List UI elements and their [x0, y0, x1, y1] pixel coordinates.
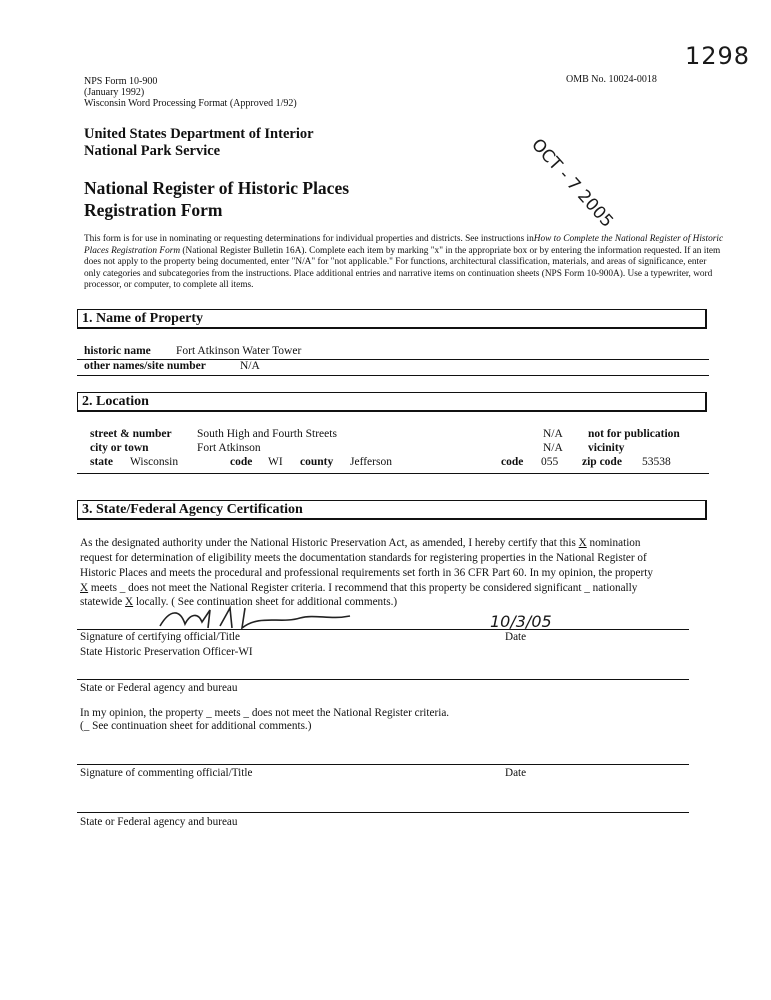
state-value: Wisconsin: [130, 456, 179, 468]
form-date: (January 1992): [84, 87, 145, 98]
form-title: National Register of Historic Places: [84, 178, 350, 198]
street-na: N/A: [543, 428, 563, 440]
agency-label: State or Federal agency and bureau: [80, 682, 238, 694]
other-names-value: N/A: [240, 360, 260, 372]
certification-line-4: X meets _ does not meet the National Register criteria. I recommend that this property be considered significant _ nationally: [80, 582, 638, 594]
certification-line-2: request for determination of eligibility meets the documentation standards for registering properties in the National Register of: [80, 552, 647, 564]
zip-label: zip code: [582, 456, 622, 468]
not-for-publication-label: not for publication: [588, 428, 680, 440]
commenting-signature-label: Signature of commenting official/Title: [80, 767, 253, 779]
form-instructions: This form is for use in nominating or requesting determinations for individual properties and districts. See instructions inHow to Complete the National Register of Historic Places Registration Form (National Register Bulletin 16A). Complete each item by marking "x" in the appropriate box or by entering the information requested. If an item does not apply to the property being documented, enter "N/A" for "not applicable." For functions, architectural classification, materials, and areas of significance, enter only categories and subcategories from the instructions. Place additional entries and narrative items on continuation sheets (NPS Form 10-900A). Use a typewriter, word processor, or computer, to complete all items.: [84, 234, 724, 291]
street-value: South High and Fourth Streets: [197, 428, 337, 440]
divider: [77, 473, 709, 474]
county-code-label: code: [501, 456, 524, 468]
historic-name-label: historic name: [84, 345, 151, 357]
form-subtitle: Registration Form: [84, 200, 223, 220]
zip-value: 53538: [642, 456, 671, 468]
section-1-header: 1. Name of Property: [77, 309, 707, 329]
section-2-header: 2. Location: [77, 392, 707, 412]
official-title: State Historic Preservation Officer-WI: [80, 646, 253, 658]
agency-line-2: [77, 812, 689, 813]
vicinity-label: vicinity: [588, 442, 625, 454]
opinion-line-1: In my opinion, the property _ meets _ does not meet the National Register criteria.: [80, 707, 450, 719]
certification-line-5: statewide X locally. ( See continuation sheet for additional comments.): [80, 596, 398, 608]
certification-line-1: As the designated authority under the National Historic Preservation Act, as amended, I hereby certify that this X nomination: [80, 537, 641, 549]
commenting-date-label: Date: [505, 767, 527, 779]
street-label: street & number: [90, 428, 172, 440]
handwritten-number: 1298: [685, 42, 751, 70]
city-na: N/A: [543, 442, 563, 454]
date-label: Date: [505, 631, 527, 643]
form-number: NPS Form 10-900: [84, 76, 158, 87]
state-code-value: WI: [268, 456, 283, 468]
agency-label-2: State or Federal agency and bureau: [80, 816, 238, 828]
opinion-line-2: (_ See continuation sheet for additional comments.): [80, 720, 312, 732]
omb-number: OMB No. 10024-0018: [566, 74, 657, 85]
signature-date-handwritten: 10/3/05: [490, 612, 552, 631]
city-value: Fort Atkinson: [197, 442, 261, 454]
agency-line: [77, 679, 689, 680]
signature-label: Signature of certifying official/Title: [80, 631, 241, 643]
county-value: Jefferson: [350, 456, 392, 468]
historic-name-value: Fort Atkinson Water Tower: [176, 345, 302, 357]
state-label: state: [90, 456, 113, 468]
state-code-label: code: [230, 456, 253, 468]
other-names-label: other names/site number: [84, 360, 206, 372]
signature-scribble: [150, 604, 360, 632]
city-label: city or town: [90, 442, 149, 454]
county-label: county: [300, 456, 334, 468]
divider: [77, 375, 709, 376]
commenting-signature-line: [77, 764, 689, 765]
received-date-stamp: OCT - 7 2005: [527, 135, 617, 232]
department-name: United States Department of Interior: [84, 126, 314, 142]
certification-line-3: Historic Places and meets the procedural and professional requirements set forth in 36 CFR Part 60. In my opinion, the property: [80, 567, 653, 579]
county-code-value: 055: [541, 456, 559, 468]
format-note: Wisconsin Word Processing Format (Approved 1/92): [84, 98, 297, 109]
service-name: National Park Service: [84, 143, 221, 159]
section-3-header: 3. State/Federal Agency Certification: [77, 500, 707, 520]
